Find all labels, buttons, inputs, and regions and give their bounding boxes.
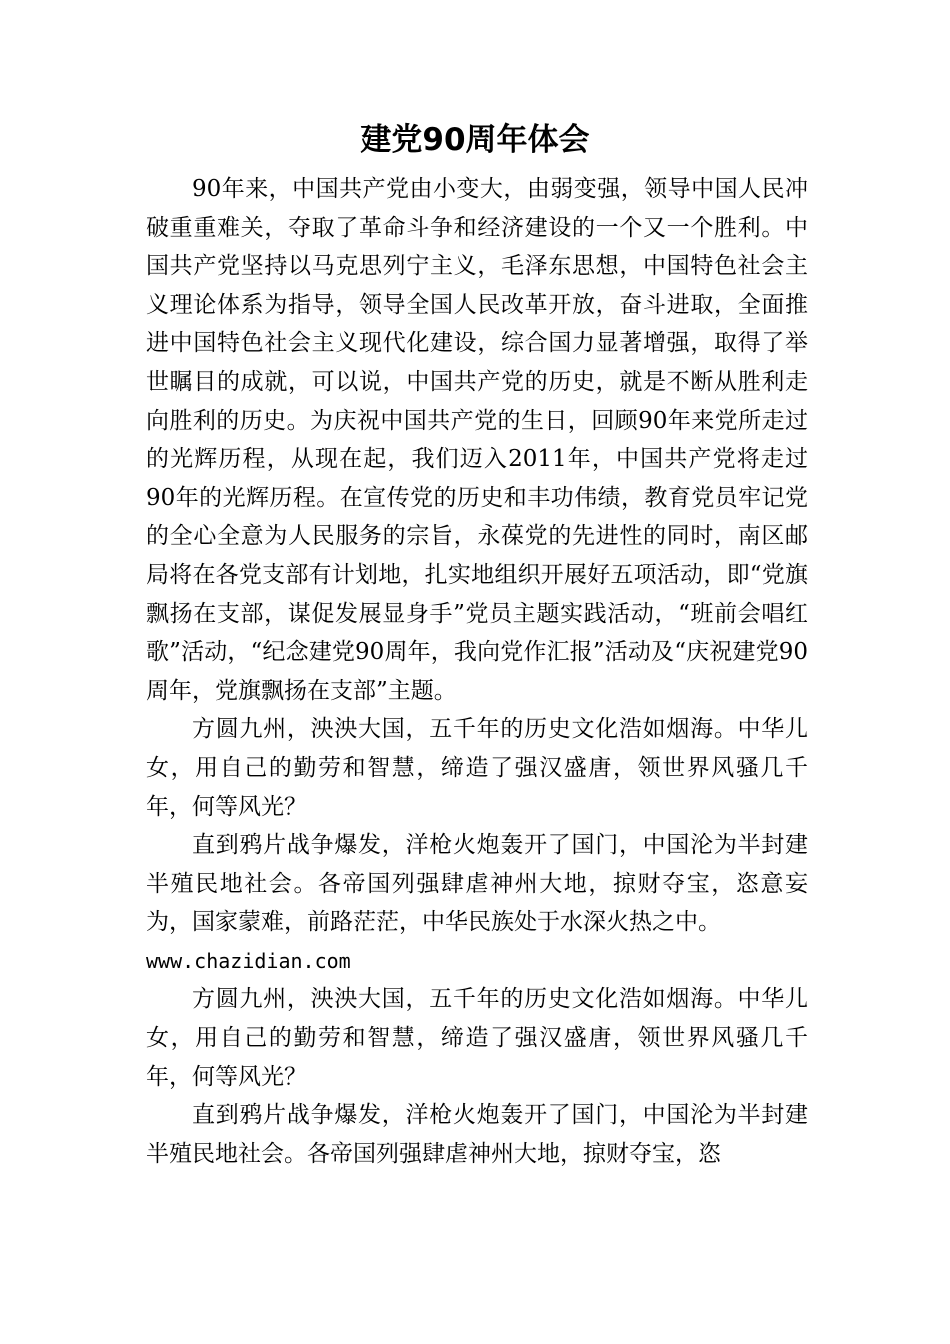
paragraph-opium-war-repeat: 直到鸦片战争爆发，洋枪火炮轰开了国门，中国沦为半封建半殖民地社会。各帝国列强肆虐神州大地，掠财夺宝，恣 [146,1102,808,1167]
website-url: www.chazidian.com [146,948,351,973]
paragraph-intro: 90年来，中国共产党由小变大，由弱变强，领导中国人民冲破重重难关，夺取了革命斗争和经济建设的一个又一个胜利。中国共产党坚持以马克思列宁主义，毛泽东思想，中国特色社会主义理论体系为指导，领导全国人民改革开放，奋斗进取，全面推进中国特色社会主义现代化建设，综合国力显著增强，取得了举世瞩目的成就，可以说，中国共产党的历史，就是不断从胜利走向胜利的历史。为庆祝中国共产党的生日，回顾90年来党所走过的光辉历程，从现在起，我们迈入2011年，中国共产党将走过90年的光辉历程。在宣传党的历史和丰功伟绩，教育党员牢记党的全心全意为人民服务的宗旨，永葆党的先进性的同时，南区邮局将在各党支部有计划地，扎实地组织开展好五项活动，即“党旗飘扬在支部，谋促发展显身手”党员主题实践活动，“班前会唱红歌”活动，“纪念建党90周年，我向党作汇报”活动及“庆祝建党90周年，党旗飘扬在支部”主题。 [146,176,808,704]
document-title: 建党90周年体会 [360,122,590,158]
paragraph-history: 方圆九州，泱泱大国，五千年的历史文化浩如烟海。中华儿女，用自己的勤劳和智慧，缔造了强汉盛唐，领世界风骚几千年，何等风光？ [146,716,808,820]
document-body [146,170,808,1173]
paragraph-history-repeat: 方圆九州，泱泱大国，五千年的历史文化浩如烟海。中华儿女，用自己的勤劳和智慧，缔造了强汉盛唐，领世界风骚几千年，何等风光？ [146,986,808,1090]
paragraph-opium-war: 直到鸦片战争爆发，洋枪火炮轰开了国门，中国沦为半封建半殖民地社会。各帝国列强肆虐神州大地，掠财夺宝，恣意妄为，国家蒙难，前路茫茫，中华民族处于水深火热之中。 [146,832,808,936]
